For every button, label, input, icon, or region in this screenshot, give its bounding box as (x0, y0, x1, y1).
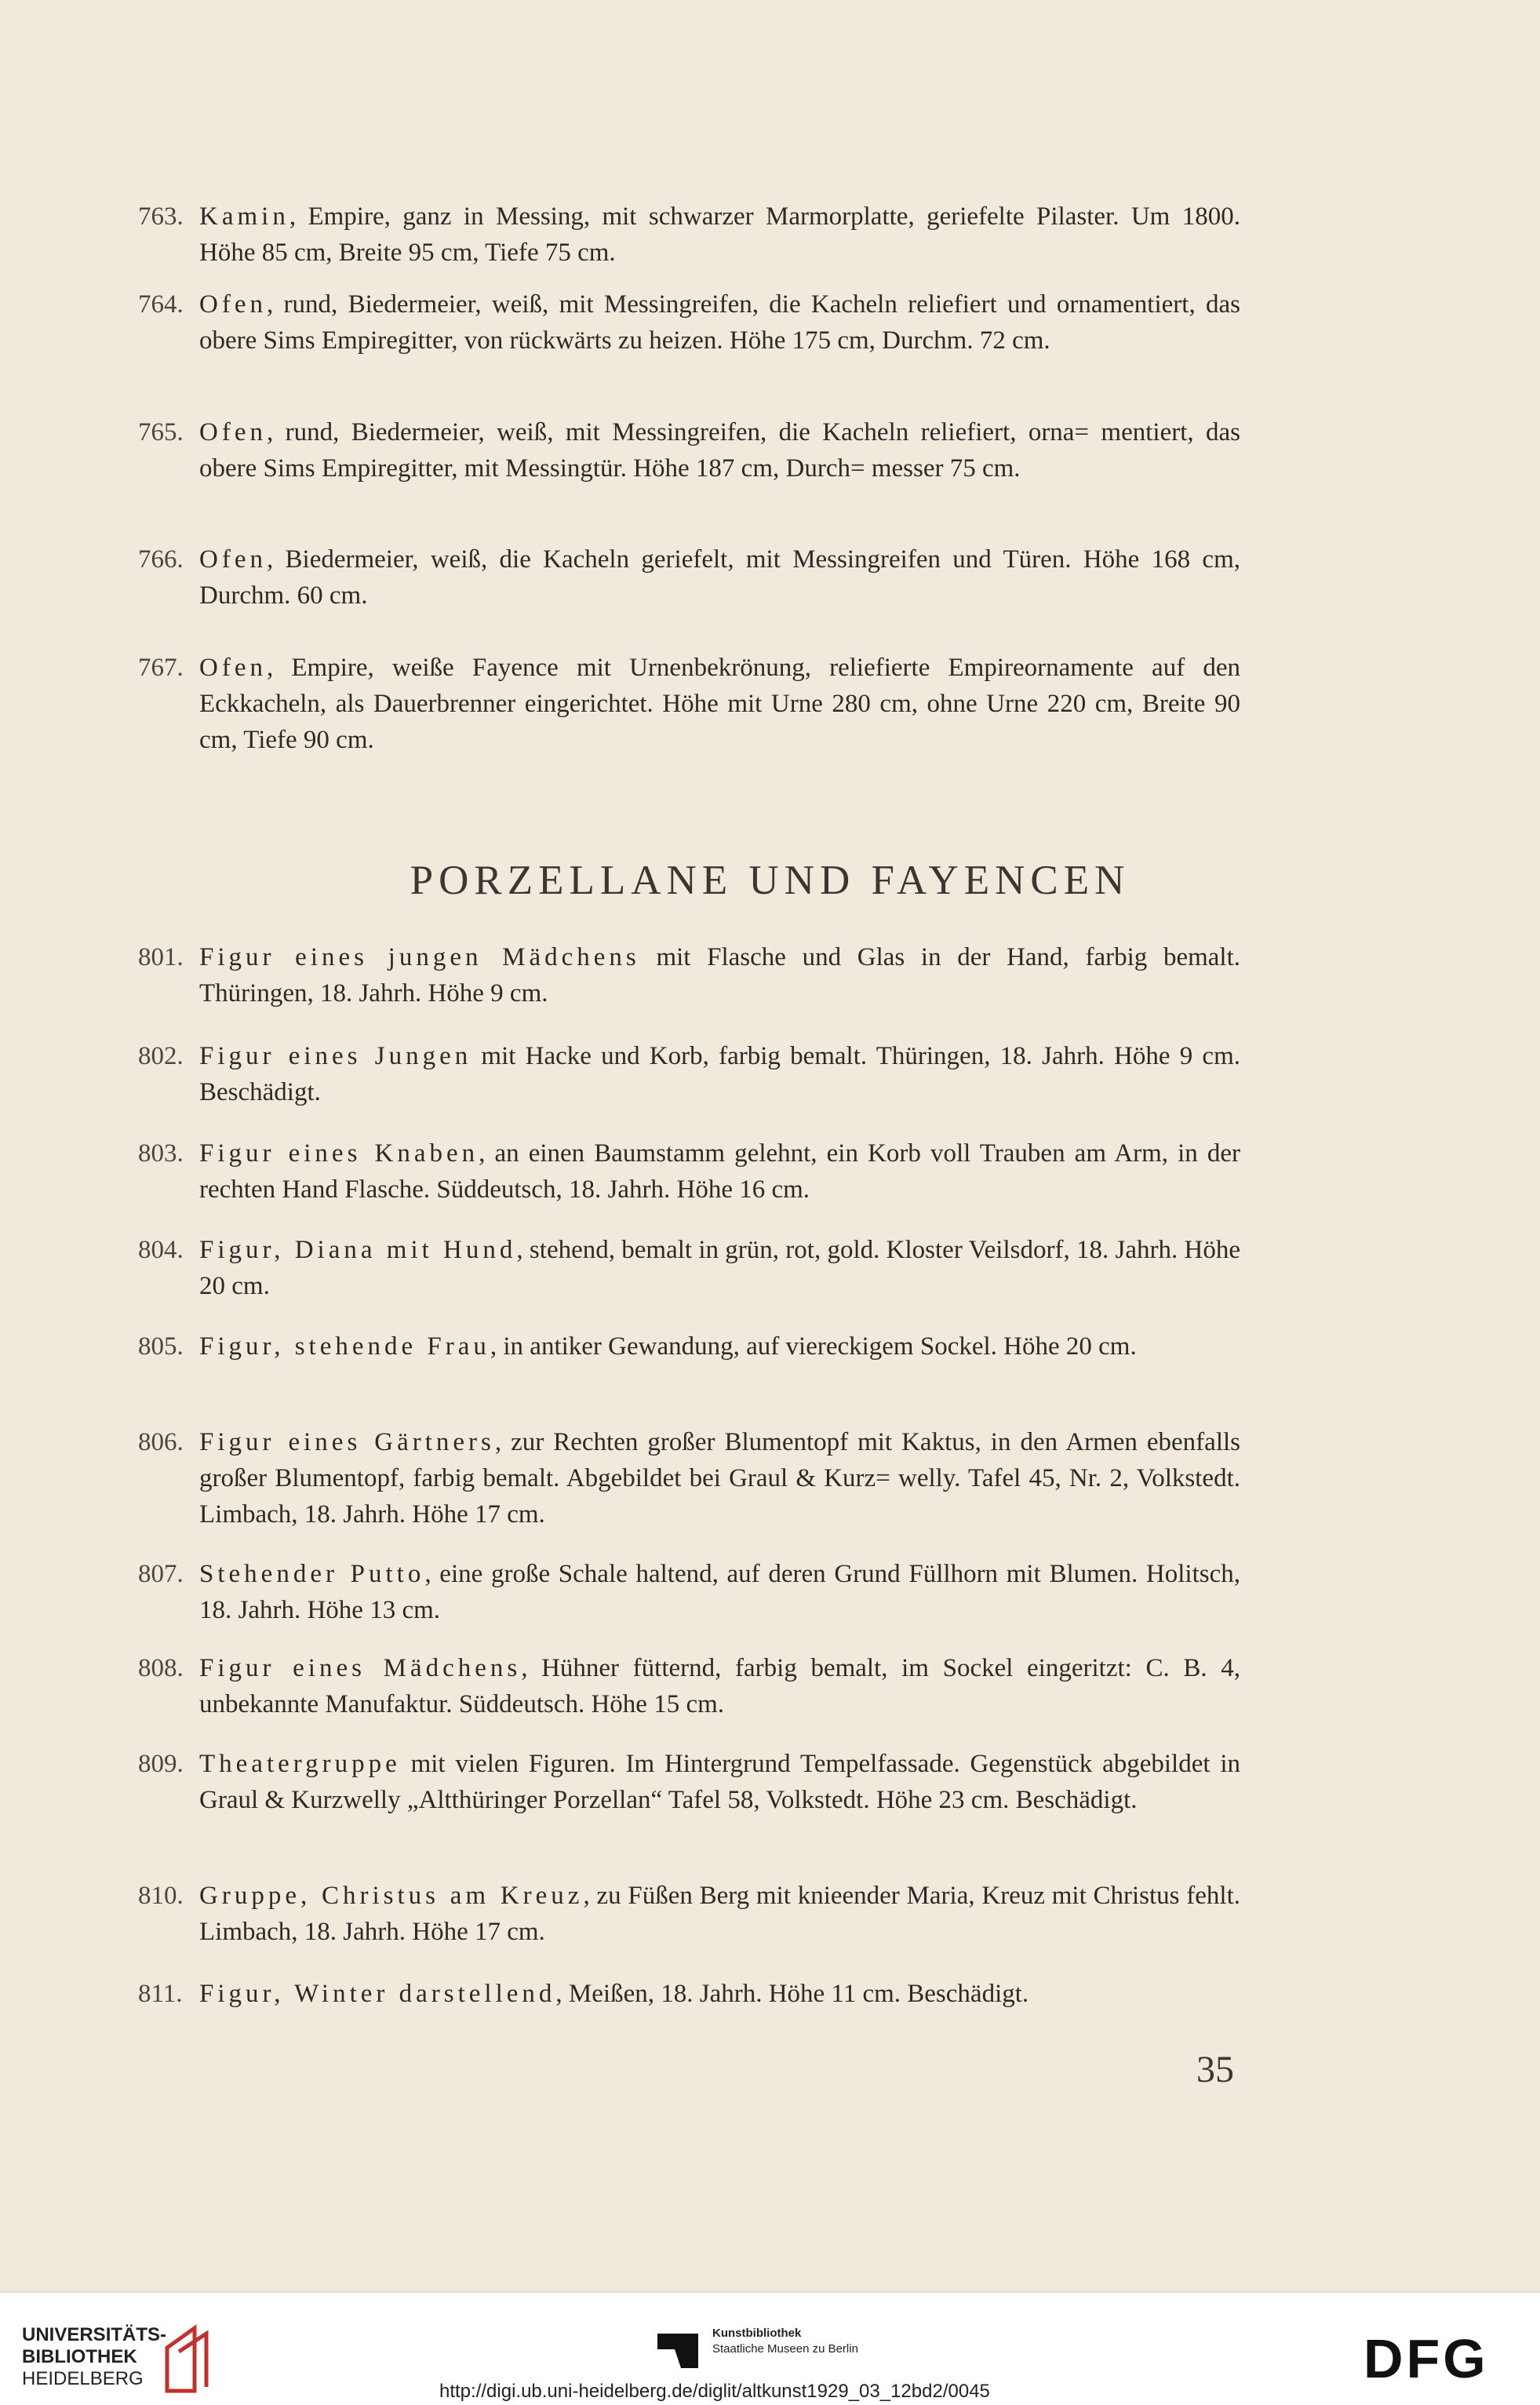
catalog-entry (138, 414, 1240, 486)
kunstbibliothek-logo[interactable] (657, 2310, 916, 2381)
page-number: 35 (1196, 2049, 1234, 2090)
entry-keyword: Figur, stehende Frau (199, 1332, 490, 1361)
entry-keyword: Kamin (199, 202, 289, 231)
catalog-entry (138, 199, 1240, 271)
entry-number: 808. (138, 1654, 184, 1682)
entry-text: , rund, Biedermeier, weiß, mit Messingreifen, die Kacheln reliefiert, orna= mentiert, das obere Sims Empiregitter, mit Messingtür. Höhe 187 cm, Durch= messer 75 cm. (199, 418, 1240, 483)
entry-keyword: Ofen (199, 290, 267, 319)
entry-number: 802. (138, 1042, 184, 1070)
entry-description (199, 286, 1240, 359)
entry-text: , Empire, weiße Fayence mit Urnenbekrönung, reliefierte Empireornamente auf den Eckkacheln, als Dauerbrenner eingerichtet. Höhe mit Urne 280 cm, ohne Urne 220 cm, Breite 90 cm, Tiefe 90 cm. (199, 654, 1240, 754)
entry-text: , Hühner fütternd, farbig bemalt, im Sockel eingeritzt: C. B. 4, unbekannte Manufaktur. Süddeutsch. Höhe 15 cm. (199, 1654, 1240, 1718)
entry-keyword: Figur eines Knaben (199, 1139, 479, 1168)
footer-bar (0, 2291, 1540, 2405)
catalog-entry (138, 1038, 1240, 1110)
entry-number: 804. (138, 1236, 184, 1264)
entry-text: mit Hacke und Korb, farbig bemalt. Thüringen, 18. Jahrh. Höhe 9 cm. Beschädigt. (199, 1042, 1240, 1106)
catalog-entry (138, 1976, 1240, 2012)
entry-description (199, 1232, 1240, 1304)
catalog-entry (138, 1232, 1240, 1304)
entry-number: 801. (138, 943, 184, 971)
catalog-entry (138, 1328, 1240, 1365)
entry-keyword: Stehender Putto (199, 1560, 425, 1588)
entry-keyword: Figur eines Jungen (199, 1042, 472, 1070)
entry-description (199, 199, 1240, 271)
entry-description (199, 1746, 1240, 1818)
entry-number: 803. (138, 1139, 184, 1168)
entry-keyword: Gruppe, Christus am Kreuz (199, 1882, 584, 1910)
catalog-entry (138, 1135, 1240, 1208)
entry-description (199, 1135, 1240, 1208)
catalog-entry (138, 1878, 1240, 1950)
ub-logo-line2: BIBLIOTHEK (22, 2346, 137, 2367)
entry-description (199, 939, 1240, 1011)
kunstbibliothek-emblem-icon (657, 2334, 698, 2368)
entry-description (199, 541, 1240, 614)
ub-logo-line1: UNIVERSITÄTS- (22, 2324, 167, 2345)
entry-text: , zur Rechten großer Blumentopf mit Kaktus, in den Armen ebenfalls großer Blumentopf, farbig bemalt. Abgebildet bei Graul & Kurz= welly. Tafel 45, Nr. 2, Volkstedt. Limbach, 18. Jahrh. Höhe 17 cm. (199, 1428, 1240, 1529)
kunstbibliothek-name: Kunstbibliothek (712, 2327, 802, 2340)
entry-text: mit vielen Figuren. Im Hintergrund Tempelfassade. Gegenstück abgebildet in Graul & Kurzwelly „Altthüringer Porzellan“ Tafel 58, Volkstedt. Höhe 23 cm. Beschädigt. (199, 1750, 1240, 1814)
entry-keyword: Figur eines Mädchens (199, 1654, 522, 1682)
entry-number: 767. (138, 654, 184, 682)
entry-description (199, 1878, 1240, 1950)
entry-description (199, 414, 1240, 486)
entry-description (199, 1038, 1240, 1110)
entry-number: 765. (138, 418, 184, 446)
entry-number: 805. (138, 1332, 184, 1361)
entry-keyword: Figur eines Gärtners (199, 1428, 495, 1456)
entry-text: , Meißen, 18. Jahrh. Höhe 11 cm. Beschädigt. (555, 1980, 1029, 2008)
catalog-entry (138, 1556, 1240, 1628)
entry-text: , in antiker Gewandung, auf viereckigem Sockel. Höhe 20 cm. (490, 1332, 1137, 1361)
entry-number: 810. (138, 1882, 184, 1910)
entry-text: , an einen Baumstamm gelehnt, ein Korb voll Trauben am Arm, in der rechten Hand Flasche. Süddeutsch, 18. Jahrh. Höhe 16 cm. (199, 1139, 1240, 1204)
section-heading: PORZELLANE UND FAYENCEN (410, 858, 1130, 903)
entry-description (199, 1556, 1240, 1628)
catalog-entry (138, 650, 1240, 758)
entry-keyword: Figur, Winter darstellend (199, 1980, 556, 2008)
entry-text: , eine große Schale haltend, auf deren Grund Füllhorn mit Blumen. Holitsch, 18. Jahrh. Höhe 13 cm. (199, 1560, 1240, 1624)
entry-number: 764. (138, 290, 184, 319)
entry-keyword: Ofen (199, 418, 267, 446)
entry-number: 806. (138, 1428, 184, 1456)
library-building-icon (163, 2324, 218, 2395)
entry-text: mit Flasche und Glas in der Hand, farbig bemalt. Thüringen, 18. Jahrh. Höhe 9 cm. (199, 943, 1240, 1008)
entry-description (199, 1976, 1240, 2012)
catalog-entry (138, 1746, 1240, 1818)
kunstbibliothek-subtitle: Staatliche Museen zu Berlin (712, 2342, 858, 2356)
entry-keyword: Theatergruppe (199, 1750, 401, 1778)
entry-keyword: Ofen (199, 545, 267, 574)
catalog-entry (138, 286, 1240, 359)
catalog-entry (138, 939, 1240, 1011)
entry-description (199, 650, 1240, 758)
entry-keyword: Figur eines jungen Mädchens (199, 943, 640, 971)
entry-description (199, 1424, 1240, 1532)
entry-number: 811. (138, 1980, 183, 2008)
entry-text: , stehend, bemalt in grün, rot, gold. Kloster Veilsdorf, 18. Jahrh. Höhe 20 cm. (199, 1236, 1241, 1300)
entry-keyword: Ofen (199, 654, 267, 682)
entry-description (199, 1650, 1240, 1722)
entry-text: , Biedermeier, weiß, die Kacheln geriefelt, mit Messingreifen und Türen. Höhe 168 cm, Durchm. 60 cm. (199, 545, 1240, 610)
source-url-link[interactable]: http://digi.ub.uni-heidelberg.de/diglit/altkunst1929_03_12bd2/0045 (439, 2381, 990, 2402)
entry-text: , rund, Biedermeier, weiß, mit Messingreifen, die Kacheln reliefiert und ornamentiert, das obere Sims Empiregitter, von rückwärts zu heizen. Höhe 175 cm, Durchm. 72 cm. (199, 290, 1240, 355)
catalog-entry (138, 1650, 1240, 1722)
entry-description (199, 1328, 1240, 1365)
university-library-logo[interactable] (22, 2324, 257, 2403)
entry-text: , zu Füßen Berg mit knieender Maria, Kreuz mit Christus fehlt. Limbach, 18. Jahrh. Höhe 17 cm. (199, 1882, 1240, 1946)
dfg-logo[interactable]: DFG (1363, 2328, 1489, 2389)
entry-number: 766. (138, 545, 184, 574)
catalog-entry (138, 1424, 1240, 1532)
entry-text: , Empire, ganz in Messing, mit schwarzer Marmorplatte, geriefelte Pilaster. Um 1800. Höhe 85 cm, Breite 95 cm, Tiefe 75 cm. (199, 202, 1240, 267)
entry-keyword: Figur, Diana mit Hund (199, 1236, 517, 1264)
entry-number: 807. (138, 1560, 184, 1588)
entry-number: 809. (138, 1750, 184, 1778)
ub-logo-line3: HEIDELBERG (22, 2368, 144, 2389)
entry-number: 763. (138, 202, 184, 231)
catalog-entry (138, 541, 1240, 614)
